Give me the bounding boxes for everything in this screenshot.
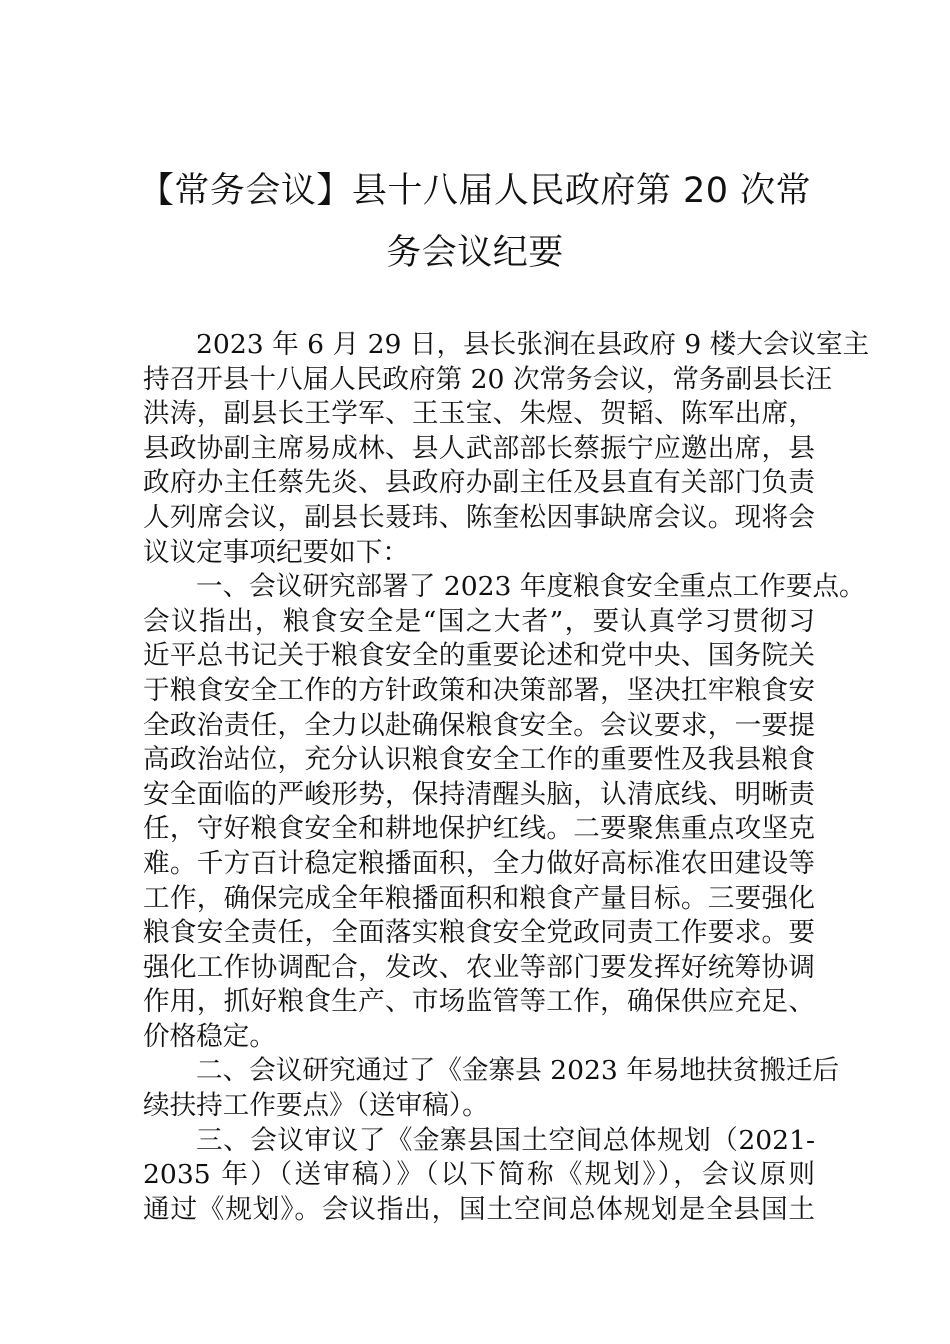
body-line: 难。千方百计稳定粮播面积，全力做好高标准农田建设等 [143,847,815,879]
title-line-1: 【常务会议】县十八届人民政府第 20 次常 [138,171,812,211]
body-line: 粮食安全责任，全面落实粮食安全党政同责工作要求。要 [143,917,815,949]
body-line: 洪涛，副县长王学军、王玉宝、朱煜、贺韬、陈军出席， [143,398,815,430]
body-line: 于粮食安全工作的方针政策和决策部署，坚决扛牢粮食安 [143,674,815,706]
body-line: 续扶持工作要点》（送审稿）。 [143,1090,489,1122]
document-title [120,160,830,284]
title-line-2: 务会议纪要 [386,233,564,273]
body-line: 三、会议审议了《金寨县国土空间总体规划（2021- [196,1124,815,1156]
body-line: 近平总书记关于粮食安全的重要论述和党中央、国务院关 [143,640,815,672]
body-line: 一、会议研究部署了 2023 年度粮食安全重点工作要点。 [196,571,866,603]
body-line: 强化工作协调配合，发改、农业等部门要发挥好统筹协调 [143,951,815,983]
body-line: 二、会议研究通过了《金寨县 2023 年易地扶贫搬迁后 [196,1055,840,1087]
body-line: 政府办主任蔡先炎、县政府办副主任及县直有关部门负责 [143,467,815,499]
body-line: 会议指出，粮食安全是“国之大者”，要认真学习贯彻习 [143,605,815,637]
body-line: 2035 年）（送审稿）》（以下简称《规划》），会议原则 [143,1159,815,1191]
body-line: 全政治责任，全力以赴确保粮食安全。会议要求，一要提 [143,709,815,741]
body-line: 安全面临的严峻形势，保持清醒头脑，认清底线、明晰责 [143,778,815,810]
body-line: 任，守好粮食安全和耕地保护红线。二要聚焦重点攻坚克 [143,813,815,845]
body-line: 高政治站位，充分认识粮食安全工作的重要性及我县粮食 [143,744,815,776]
body-line: 县政协副主席易成林、县人武部部长蔡振宁应邀出席，县 [143,432,815,464]
body-line: 价格稳定。 [143,1020,276,1052]
body-line: 通过《规划》。会议指出，国土空间总体规划是全县国土 [143,1193,815,1225]
document-body [143,328,870,1227]
body-line: 作用，抓好粮食生产、市场监管等工作，确保供应充足、 [143,986,815,1018]
body-line: 议议定事项纪要如下： [143,536,409,568]
body-line: 工作，确保完成全年粮播面积和粮食产量目标。三要强化 [143,882,815,914]
body-line: 持召开县十八届人民政府第 20 次常务会议，常务副县长汪 [143,363,832,395]
body-line: 2023 年 6 月 29 日，县长张涧在县政府 9 楼大会议室主 [196,329,870,360]
body-line: 人列席会议，副县长聂玮、陈奎松因事缺席会议。现将会 [143,501,815,533]
